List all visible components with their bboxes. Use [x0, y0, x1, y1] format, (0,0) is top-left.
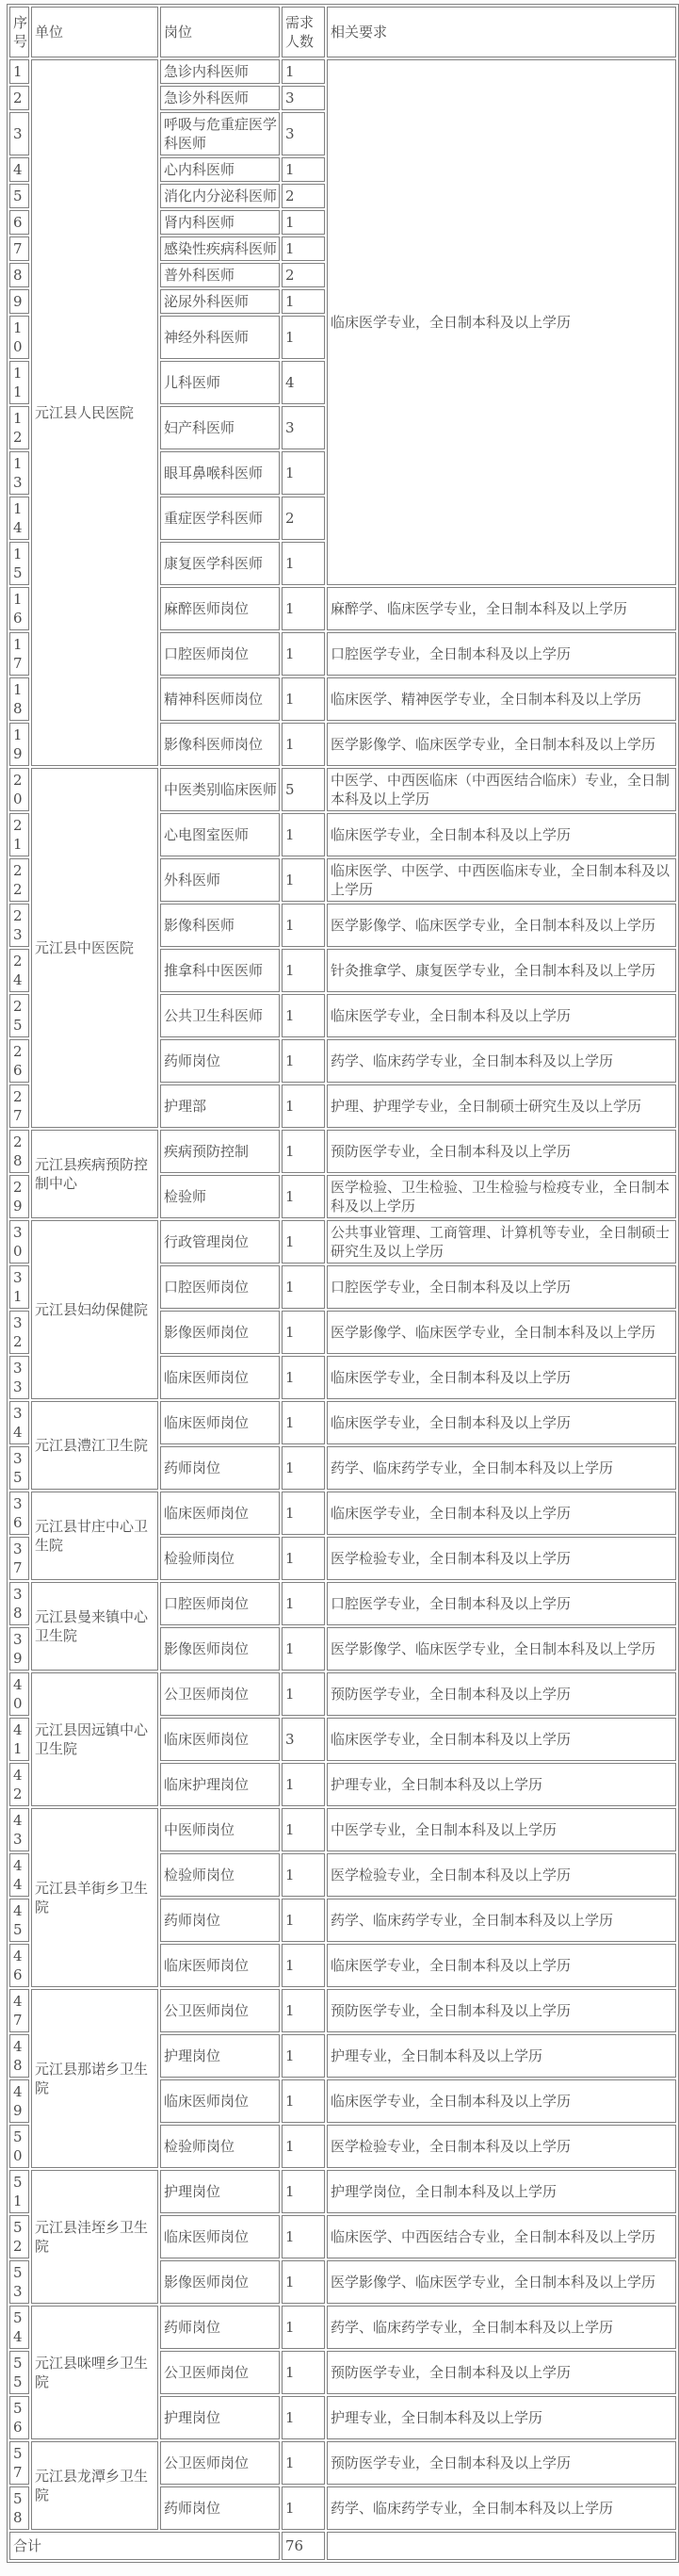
- unit-cell: 元江县因远镇中心卫生院: [31, 1672, 158, 1806]
- requirement-cell: 临床医学专业，全日制本科及以上学历: [327, 813, 676, 856]
- row-number-cell: 9: [9, 289, 29, 314]
- post-cell: 公共卫生科医师: [160, 994, 280, 1037]
- row-number-cell: 39: [9, 1627, 29, 1671]
- requirement-cell: 医学影像学、临床医学专业，全日制本科及以上学历: [327, 723, 676, 766]
- post-cell: 口腔医师岗位: [160, 632, 280, 676]
- row-number-cell: 35: [9, 1446, 29, 1490]
- count-cell: 2: [282, 263, 325, 287]
- requirement-cell: 临床医学专业，全日制本科及以上学历: [327, 2079, 676, 2123]
- row-number-cell: 32: [9, 1311, 29, 1354]
- row-number-cell: 43: [9, 1808, 29, 1851]
- row-number-cell: 49: [9, 2079, 29, 2123]
- count-cell: 1: [282, 2260, 325, 2304]
- row-number-cell: 6: [9, 210, 29, 235]
- row-number-cell: 20: [9, 768, 29, 811]
- row-number-cell: 58: [9, 2486, 29, 2530]
- row-number-cell: 17: [9, 632, 29, 676]
- count-cell: 1: [282, 1220, 325, 1264]
- post-cell: 临床医师岗位: [160, 2079, 280, 2123]
- post-cell: 药师岗位: [160, 1039, 280, 1083]
- post-cell: 外科医师: [160, 858, 280, 902]
- count-cell: 3: [282, 1718, 325, 1761]
- count-cell: 1: [282, 632, 325, 676]
- count-cell: 1: [282, 1899, 325, 1942]
- header-count: 需求人数: [282, 7, 325, 57]
- table-row: [9, 2170, 676, 2213]
- requirement-cell: 预防医学专业，全日制本科及以上学历: [327, 1989, 676, 2032]
- post-cell: 疾病预防控制: [160, 1130, 280, 1173]
- post-cell: 影像医师岗位: [160, 1627, 280, 1671]
- post-cell: 泌尿外科医师: [160, 289, 280, 314]
- post-cell: 检验师岗位: [160, 1853, 280, 1897]
- post-cell: 心内科医师: [160, 157, 280, 182]
- row-number-cell: 51: [9, 2170, 29, 2213]
- count-cell: 1: [282, 1537, 325, 1580]
- row-number-cell: 4: [9, 157, 29, 182]
- job-table-header: [9, 7, 676, 57]
- job-table-body: [9, 59, 676, 2530]
- table-row: [9, 1808, 676, 1851]
- unit-cell: 元江县疾病预防控制中心: [31, 1130, 158, 1218]
- requirement-cell: 临床医学专业，全日制本科及以上学历: [327, 1944, 676, 1987]
- count-cell: 1: [282, 2351, 325, 2394]
- header-row: [9, 7, 676, 57]
- requirement-cell: 口腔医学专业，全日制本科及以上学历: [327, 632, 676, 676]
- row-number-cell: 8: [9, 263, 29, 287]
- count-cell: 1: [282, 813, 325, 856]
- unit-cell: 元江县妇幼保健院: [31, 1220, 158, 1399]
- requirement-cell: 临床医学专业，全日制本科及以上学历: [327, 59, 676, 585]
- count-cell: 3: [282, 406, 325, 449]
- row-number-cell: 55: [9, 2351, 29, 2394]
- unit-cell: 元江县曼来镇中心卫生院: [31, 1582, 158, 1671]
- count-cell: 1: [282, 1311, 325, 1354]
- post-cell: 检验师: [160, 1175, 280, 1218]
- row-number-cell: 56: [9, 2396, 29, 2439]
- count-cell: 1: [282, 2486, 325, 2530]
- table-row: [9, 1401, 676, 1444]
- count-cell: 1: [282, 1989, 325, 2032]
- header-post: 岗位: [160, 7, 280, 57]
- count-cell: 1: [282, 2079, 325, 2123]
- requirement-cell: 临床医学专业，全日制本科及以上学历: [327, 1356, 676, 1399]
- post-cell: 公卫医师岗位: [160, 1672, 280, 1716]
- requirement-cell: 护理专业，全日制本科及以上学历: [327, 2034, 676, 2078]
- row-number-cell: 28: [9, 1130, 29, 1173]
- row-number-cell: 42: [9, 1763, 29, 1806]
- count-cell: 1: [282, 2441, 325, 2485]
- requirement-cell: 医学影像学、临床医学专业，全日制本科及以上学历: [327, 1627, 676, 1671]
- count-cell: 1: [282, 1492, 325, 1535]
- requirement-cell: 医学影像学、临床医学专业，全日制本科及以上学历: [327, 904, 676, 947]
- unit-cell: 元江县甘庄中心卫生院: [31, 1492, 158, 1580]
- requirement-cell: 临床医学专业，全日制本科及以上学历: [327, 1401, 676, 1444]
- count-cell: 1: [282, 2215, 325, 2258]
- count-cell: 1: [282, 236, 325, 261]
- count-cell: 1: [282, 1944, 325, 1987]
- unit-cell: 元江县龙潭乡卫生院: [31, 2441, 158, 2530]
- header-no: 序号: [9, 7, 29, 57]
- post-cell: 影像科医师岗位: [160, 723, 280, 766]
- row-number-cell: 53: [9, 2260, 29, 2304]
- requirement-cell: 临床医学、中西医结合专业，全日制本科及以上学历: [327, 2215, 676, 2258]
- row-number-cell: 29: [9, 1175, 29, 1218]
- post-cell: 临床医师岗位: [160, 1718, 280, 1761]
- job-table: [7, 4, 679, 2563]
- count-cell: 1: [282, 210, 325, 235]
- row-number-cell: 52: [9, 2215, 29, 2258]
- requirement-cell: 临床医学专业，全日制本科及以上学历: [327, 1718, 676, 1761]
- row-number-cell: 24: [9, 949, 29, 992]
- requirement-cell: 临床医学专业，全日制本科及以上学历: [327, 1492, 676, 1535]
- header-unit: 单位: [31, 7, 158, 57]
- count-cell: 1: [282, 994, 325, 1037]
- requirement-cell: 医学检验专业，全日制本科及以上学历: [327, 1537, 676, 1580]
- row-number-cell: 44: [9, 1853, 29, 1897]
- table-row: [9, 59, 676, 84]
- requirement-cell: 中医学、中西医临床（中西医结合临床）专业，全日制本科及以上学历: [327, 768, 676, 811]
- post-cell: 药师岗位: [160, 1446, 280, 1490]
- row-number-cell: 25: [9, 994, 29, 1037]
- post-cell: 中医类别临床医师: [160, 768, 280, 811]
- table-row: [9, 1492, 676, 1535]
- row-number-cell: 27: [9, 1084, 29, 1128]
- total-label-cell: 合计: [9, 2532, 280, 2560]
- post-cell: 普外科医师: [160, 263, 280, 287]
- count-cell: 1: [282, 1672, 325, 1716]
- row-number-cell: 47: [9, 1989, 29, 2032]
- row-number-cell: 48: [9, 2034, 29, 2078]
- count-cell: 1: [282, 904, 325, 947]
- row-number-cell: 10: [9, 316, 29, 359]
- post-cell: 眼耳鼻喉科医师: [160, 451, 280, 495]
- table-row: [9, 1672, 676, 1716]
- row-number-cell: 3: [9, 112, 29, 155]
- requirement-cell: 麻醉学、临床医学专业，全日制本科及以上学历: [327, 587, 676, 630]
- table-row: [9, 768, 676, 811]
- unit-cell: 元江县洼垤乡卫生院: [31, 2170, 158, 2304]
- row-number-cell: 23: [9, 904, 29, 947]
- post-cell: 肾内科医师: [160, 210, 280, 235]
- count-cell: 2: [282, 184, 325, 208]
- count-cell: 1: [282, 587, 325, 630]
- row-number-cell: 50: [9, 2125, 29, 2168]
- post-cell: 急诊外科医师: [160, 86, 280, 110]
- table-row: [9, 2306, 676, 2349]
- total-row: [9, 2532, 676, 2560]
- requirement-cell: 护理、护理学专业，全日制硕士研究生及以上学历: [327, 1084, 676, 1128]
- requirement-cell: 护理专业，全日制本科及以上学历: [327, 2396, 676, 2439]
- table-row: [9, 1130, 676, 1173]
- row-number-cell: 36: [9, 1492, 29, 1535]
- post-cell: 儿科医师: [160, 361, 280, 404]
- post-cell: 药师岗位: [160, 1899, 280, 1942]
- requirement-cell: 预防医学专业，全日制本科及以上学历: [327, 2441, 676, 2485]
- count-cell: 1: [282, 1175, 325, 1218]
- requirement-cell: 药学、临床药学专业，全日制本科及以上学历: [327, 1039, 676, 1083]
- count-cell: 1: [282, 723, 325, 766]
- count-cell: 3: [282, 86, 325, 110]
- post-cell: 心电图室医师: [160, 813, 280, 856]
- post-cell: 临床医师岗位: [160, 1356, 280, 1399]
- post-cell: 影像医师岗位: [160, 2260, 280, 2304]
- row-number-cell: 7: [9, 236, 29, 261]
- post-cell: 临床医师岗位: [160, 1492, 280, 1535]
- requirement-cell: 预防医学专业，全日制本科及以上学历: [327, 1130, 676, 1173]
- total-requirement-cell: [327, 2532, 676, 2560]
- row-number-cell: 15: [9, 542, 29, 585]
- requirement-cell: 药学、临床药学专业，全日制本科及以上学历: [327, 1899, 676, 1942]
- count-cell: 1: [282, 2306, 325, 2349]
- row-number-cell: 46: [9, 1944, 29, 1987]
- post-cell: 护理岗位: [160, 2034, 280, 2078]
- requirement-cell: 口腔医学专业，全日制本科及以上学历: [327, 1265, 676, 1309]
- post-cell: 影像医师岗位: [160, 1311, 280, 1354]
- count-cell: 1: [282, 1084, 325, 1128]
- requirement-cell: 预防医学专业，全日制本科及以上学历: [327, 1672, 676, 1716]
- count-cell: 1: [282, 2034, 325, 2078]
- row-number-cell: 38: [9, 1582, 29, 1625]
- requirement-cell: 护理学岗位，全日制本科及以上学历: [327, 2170, 676, 2213]
- count-cell: 1: [282, 157, 325, 182]
- post-cell: 口腔医师岗位: [160, 1265, 280, 1309]
- count-cell: 1: [282, 2170, 325, 2213]
- post-cell: 口腔医师岗位: [160, 1582, 280, 1625]
- post-cell: 妇产科医师: [160, 406, 280, 449]
- table-row: [9, 1989, 676, 2032]
- total-count-cell: 76: [282, 2532, 325, 2560]
- row-number-cell: 21: [9, 813, 29, 856]
- unit-cell: 元江县那诺乡卫生院: [31, 1989, 158, 2168]
- post-cell: 呼吸与危重症医学科医师: [160, 112, 280, 155]
- requirement-cell: 口腔医学专业，全日制本科及以上学历: [327, 1582, 676, 1625]
- requirement-cell: 医学影像学、临床医学专业，全日制本科及以上学历: [327, 2260, 676, 2304]
- requirement-cell: 预防医学专业，全日制本科及以上学历: [327, 2351, 676, 2394]
- job-table-footer: [9, 2532, 676, 2560]
- post-cell: 公卫医师岗位: [160, 2441, 280, 2485]
- post-cell: 药师岗位: [160, 2306, 280, 2349]
- row-number-cell: 13: [9, 451, 29, 495]
- post-cell: 护理部: [160, 1084, 280, 1128]
- requirement-cell: 公共事业管理、工商管理、计算机等专业，全日制硕士研究生及以上学历: [327, 1220, 676, 1264]
- post-cell: 影像科医师: [160, 904, 280, 947]
- requirement-cell: 医学影像学、临床医学专业，全日制本科及以上学历: [327, 1311, 676, 1354]
- requirement-cell: 护理专业，全日制本科及以上学历: [327, 1763, 676, 1806]
- count-cell: 1: [282, 1356, 325, 1399]
- count-cell: 1: [282, 289, 325, 314]
- count-cell: 1: [282, 1401, 325, 1444]
- row-number-cell: 5: [9, 184, 29, 208]
- row-number-cell: 34: [9, 1401, 29, 1444]
- row-number-cell: 22: [9, 858, 29, 902]
- count-cell: 1: [282, 1265, 325, 1309]
- row-number-cell: 30: [9, 1220, 29, 1264]
- unit-cell: 元江县羊街乡卫生院: [31, 1808, 158, 1987]
- count-cell: 1: [282, 316, 325, 359]
- row-number-cell: 14: [9, 497, 29, 540]
- count-cell: 1: [282, 949, 325, 992]
- row-number-cell: 12: [9, 406, 29, 449]
- post-cell: 临床护理岗位: [160, 1763, 280, 1806]
- count-cell: 1: [282, 2396, 325, 2439]
- row-number-cell: 37: [9, 1537, 29, 1580]
- post-cell: 检验师岗位: [160, 2125, 280, 2168]
- count-cell: 1: [282, 1446, 325, 1490]
- row-number-cell: 33: [9, 1356, 29, 1399]
- row-number-cell: 57: [9, 2441, 29, 2485]
- post-cell: 护理岗位: [160, 2170, 280, 2213]
- count-cell: 1: [282, 451, 325, 495]
- count-cell: 1: [282, 59, 325, 84]
- header-requirement: 相关要求: [327, 7, 676, 57]
- row-number-cell: 11: [9, 361, 29, 404]
- requirement-cell: 临床医学专业，全日制本科及以上学历: [327, 994, 676, 1037]
- post-cell: 精神科医师岗位: [160, 677, 280, 721]
- row-number-cell: 1: [9, 59, 29, 84]
- post-cell: 神经外科医师: [160, 316, 280, 359]
- table-row: [9, 1582, 676, 1625]
- table-row: [9, 1220, 676, 1264]
- requirement-cell: 临床医学、中医学、中西医临床专业，全日制本科及以上学历: [327, 858, 676, 902]
- count-cell: 1: [282, 1763, 325, 1806]
- requirement-cell: 医学检验专业，全日制本科及以上学历: [327, 1853, 676, 1897]
- requirement-cell: 临床医学、精神医学专业，全日制本科及以上学历: [327, 677, 676, 721]
- row-number-cell: 45: [9, 1899, 29, 1942]
- count-cell: 2: [282, 497, 325, 540]
- requirement-cell: 医学检验专业，全日制本科及以上学历: [327, 2125, 676, 2168]
- count-cell: 1: [282, 1853, 325, 1897]
- row-number-cell: 41: [9, 1718, 29, 1761]
- count-cell: 1: [282, 858, 325, 902]
- unit-cell: 元江县人民医院: [31, 59, 158, 766]
- requirement-cell: 药学、临床药学专业，全日制本科及以上学历: [327, 2486, 676, 2530]
- count-cell: 4: [282, 361, 325, 404]
- count-cell: 3: [282, 112, 325, 155]
- row-number-cell: 26: [9, 1039, 29, 1083]
- row-number-cell: 40: [9, 1672, 29, 1716]
- post-cell: 麻醉医师岗位: [160, 587, 280, 630]
- post-cell: 康复医学科医师: [160, 542, 280, 585]
- count-cell: 1: [282, 542, 325, 585]
- post-cell: 检验师岗位: [160, 1537, 280, 1580]
- post-cell: 推拿科中医医师: [160, 949, 280, 992]
- post-cell: 公卫医师岗位: [160, 1989, 280, 2032]
- count-cell: 1: [282, 1039, 325, 1083]
- post-cell: 临床医师岗位: [160, 1401, 280, 1444]
- row-number-cell: 19: [9, 723, 29, 766]
- post-cell: 临床医师岗位: [160, 2215, 280, 2258]
- post-cell: 临床医师岗位: [160, 1944, 280, 1987]
- post-cell: 消化内分泌科医师: [160, 184, 280, 208]
- count-cell: 1: [282, 1582, 325, 1625]
- row-number-cell: 2: [9, 86, 29, 110]
- count-cell: 1: [282, 1130, 325, 1173]
- table-row: [9, 2441, 676, 2485]
- post-cell: 中医师岗位: [160, 1808, 280, 1851]
- unit-cell: 元江县中医医院: [31, 768, 158, 1128]
- post-cell: 护理岗位: [160, 2396, 280, 2439]
- row-number-cell: 16: [9, 587, 29, 630]
- requirement-cell: 药学、临床药学专业，全日制本科及以上学历: [327, 1446, 676, 1490]
- requirement-cell: 医学检验、卫生检验、卫生检验与检疫专业，全日制本科及以上学历: [327, 1175, 676, 1218]
- post-cell: 重症医学科医师: [160, 497, 280, 540]
- row-number-cell: 18: [9, 677, 29, 721]
- requirement-cell: 药学、临床药学专业，全日制本科及以上学历: [327, 2306, 676, 2349]
- requirement-cell: 针灸推拿学、康复医学专业，全日制本科及以上学历: [327, 949, 676, 992]
- count-cell: 5: [282, 768, 325, 811]
- count-cell: 1: [282, 1627, 325, 1671]
- count-cell: 1: [282, 1808, 325, 1851]
- unit-cell: 元江县澧江卫生院: [31, 1401, 158, 1490]
- row-number-cell: 31: [9, 1265, 29, 1309]
- count-cell: 1: [282, 677, 325, 721]
- row-number-cell: 54: [9, 2306, 29, 2349]
- post-cell: 药师岗位: [160, 2486, 280, 2530]
- post-cell: 急诊内科医师: [160, 59, 280, 84]
- unit-cell: 元江县咪哩乡卫生院: [31, 2306, 158, 2439]
- post-cell: 感染性疾病科医师: [160, 236, 280, 261]
- count-cell: 1: [282, 2125, 325, 2168]
- requirement-cell: 中医学专业，全日制本科及以上学历: [327, 1808, 676, 1851]
- post-cell: 行政管理岗位: [160, 1220, 280, 1264]
- post-cell: 公卫医师岗位: [160, 2351, 280, 2394]
